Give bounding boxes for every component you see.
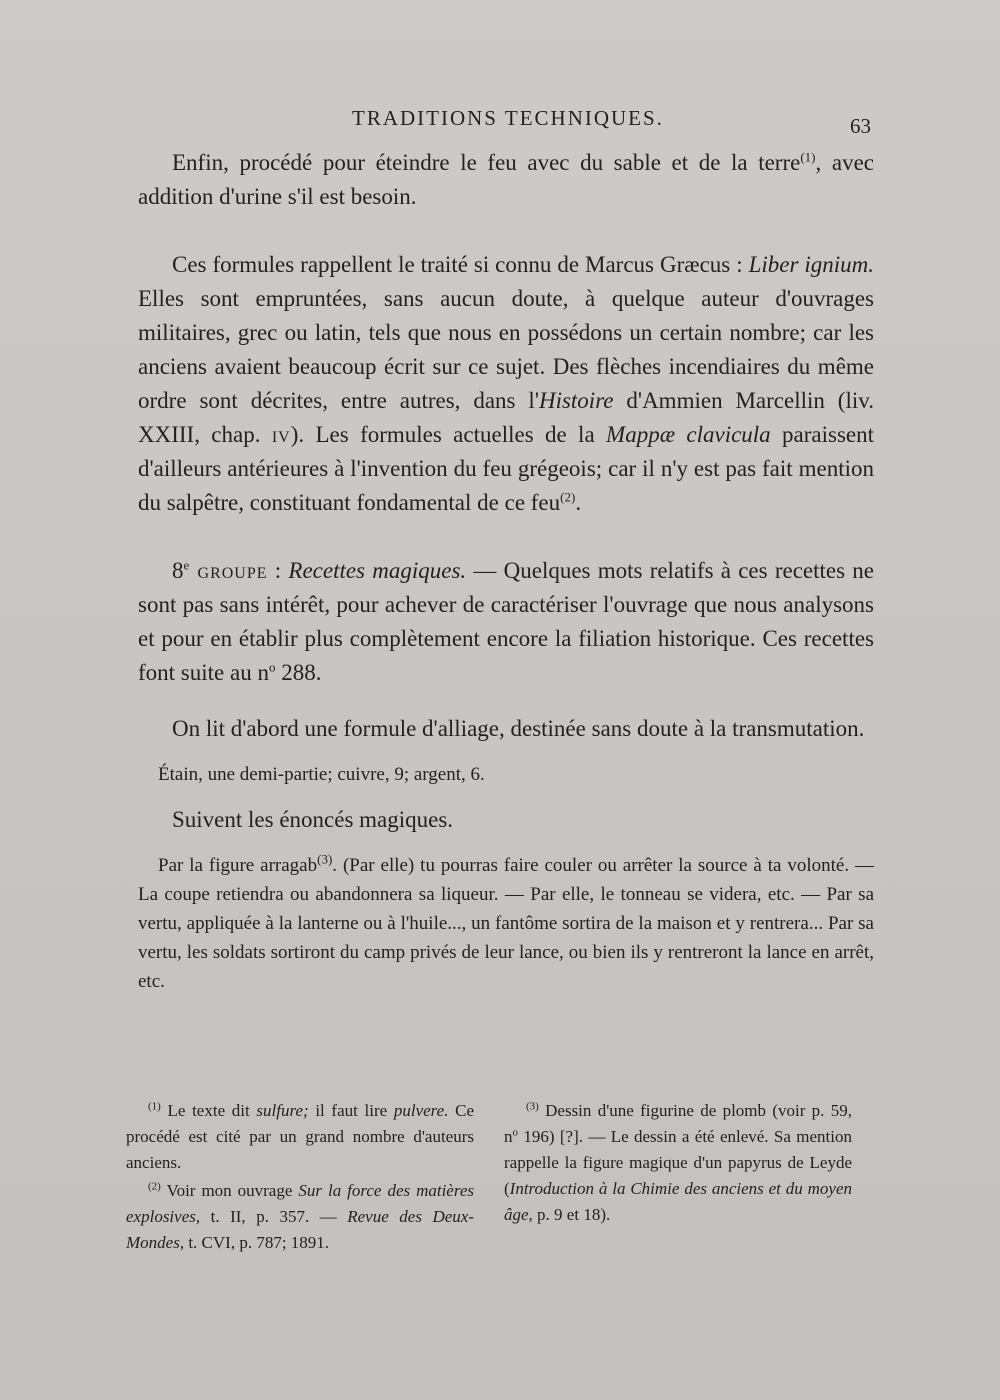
page-header (0, 106, 1000, 136)
text: t. II, p. 357. — (200, 1207, 348, 1226)
chapter-numeral: iv (271, 422, 291, 447)
text: 196) [?]. — Le dessin a été enlevé. Sa mention rappelle la figure magique d'un papyrus de Leyde ( (504, 1127, 852, 1198)
footnote-ref-3: (3) (317, 851, 333, 867)
italic-word: sulfure; (256, 1101, 309, 1120)
footnote-2 (126, 1178, 474, 1256)
footnotes-right-column (504, 1098, 852, 1230)
text: Dessin d'une figurine de plomb (voir p. 59, n (504, 1101, 852, 1146)
footnote-ref-1: (1) (800, 149, 816, 165)
italic-title: Histoire (538, 388, 614, 413)
text: p. 9 et 18). (532, 1205, 611, 1224)
paragraph-1 (138, 146, 874, 214)
italic-title: Revue des Deux-Mondes, (126, 1207, 474, 1252)
italic-word: pulvere. (393, 1101, 449, 1120)
alloy-formula: Étain, une demi-partie; cuivre, 9; argent, 6. (158, 764, 485, 785)
ordinal-sup: e (183, 557, 190, 573)
text: t. CVI, p. 787; 1891. (184, 1233, 330, 1252)
text: . (575, 490, 582, 515)
footnote-1 (126, 1098, 474, 1176)
footnote-3 (504, 1098, 852, 1228)
text: 8 (172, 558, 184, 583)
text: . (Par elle) tu pourras faire couler ou arrêter la source à ta volonté. — La coupe retiendra ou abandonnera sa liqueur. — Par elle, le tonneau se videra, etc. — Par sa vertu, appliquée à la lanterne ou à l'huile..., un fantôme sortira de la maison et y rentrera... Par sa vertu, les soldats sortiront du camp privés de leur lance, ou bien ils y rentreront la lance en arrêt, etc. (138, 855, 875, 992)
numero-sup: o (268, 659, 276, 675)
magic-recipes (138, 851, 874, 996)
paragraph-6: Suivent les énoncés magiques. (172, 807, 454, 832)
text: il faut lire (308, 1101, 394, 1120)
text: d'Ammien Marcellin (liv. XXIII, chap. (138, 388, 875, 447)
page-number: 63 (850, 114, 871, 138)
main-text (138, 146, 874, 996)
paragraph-3 (138, 554, 874, 690)
footnote-number: (3) (526, 1100, 539, 1113)
text: Le texte dit (160, 1101, 257, 1120)
text: Elles sont empruntées, sans aucun doute, à quelque auteur d'ouvrages militaires, grec ou latin, tels que nous en possédons un certain nombre; car les anciens avaient beaucoup écrit sur ce sujet. Des flèches incendiaires du même ordre sont décrites, entre autres, dans l' (138, 286, 874, 413)
text: Ces formules rappellent le traité si connu de Marcus Græcus : (172, 252, 749, 277)
section-title: Recettes magiques. (288, 558, 467, 583)
footnote-ref-2: (2) (560, 489, 576, 505)
text: : (267, 558, 289, 583)
running-title: TRADITIONS TECHNIQUES. (352, 106, 664, 130)
text: 288. (275, 660, 322, 685)
italic-title: Introduction à la Chimie des anciens et du moyen âge, (504, 1179, 852, 1224)
text: Enfin, procédé pour éteindre le feu avec du sable et de la terre (172, 150, 801, 175)
footnotes-left-column (126, 1098, 474, 1258)
text: , avec addition d'urine s'il est besoin. (138, 150, 874, 209)
text: Ce procédé est cité par un grand nombre d'auteurs anciens. (126, 1101, 474, 1172)
footnote-number: (1) (148, 1100, 161, 1113)
numero-sup: o (512, 1126, 518, 1139)
italic-title: Mappæ clavicula (606, 422, 771, 447)
italic-title: Sur la force des matières explosives, (126, 1181, 474, 1226)
text: paraissent d'ailleurs antérieures à l'invention du feu grégeois; car il n'y est pas fait mention du salpêtre, constituant fondamental de ce feu (138, 422, 875, 515)
paragraph-4: On lit d'abord une formule d'alliage, destinée sans doute à la transmutation. (172, 716, 865, 741)
group-label: groupe (189, 558, 268, 583)
text: ). Les formules actuelles de la (290, 422, 607, 447)
text: Par la figure arragab (158, 855, 318, 876)
text: Voir mon ouvrage (160, 1181, 299, 1200)
paragraph-2 (138, 248, 874, 520)
italic-title: Liber ignium. (748, 252, 875, 277)
footnote-number: (2) (148, 1180, 161, 1193)
text: — Quelques mots relatifs à ces recettes ne sont pas sans intérêt, pour achever de caractériser l'ouvrage que nous analysons et pour en établir plus complètement encore la filiation historique. Ces recettes font suite au n (138, 558, 874, 685)
